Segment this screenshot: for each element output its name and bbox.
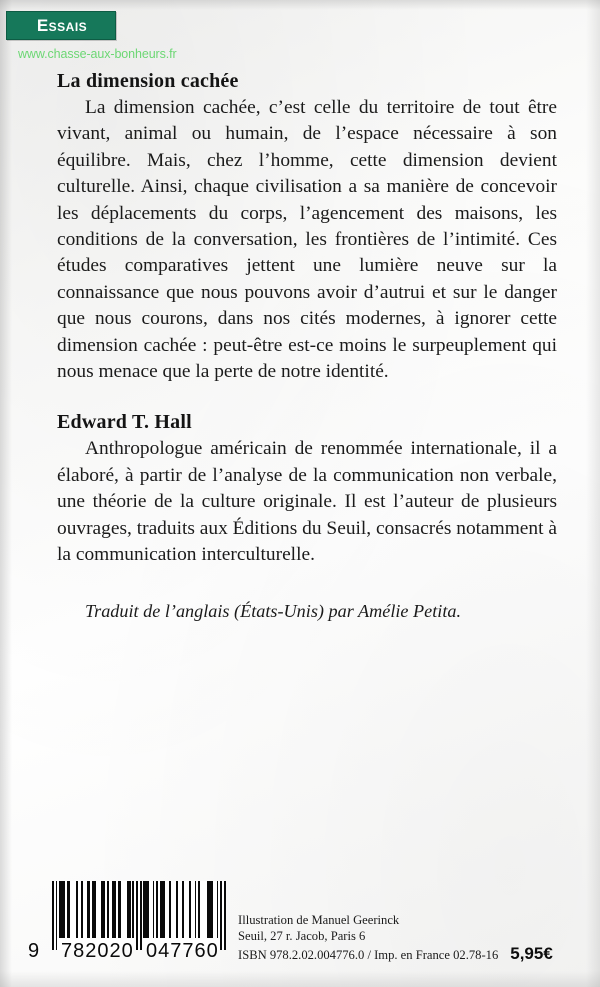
barcode-space [200, 881, 207, 938]
author-biography: Anthropologue américain de renommée internationale, il a élaboré, à partir de l’analyse de la communication non verbale, une théorie de la culture originale. Il est l’auteur de plusieurs ouvrages, traduits aux Éditions du Seuil, consacrés notamment à la communication interculturelle. [57, 438, 557, 566]
collection-banner [6, 11, 116, 40]
paper-edge-shading-bottom [0, 971, 600, 987]
ean13-barcode [28, 881, 228, 971]
blurb-section [57, 70, 557, 623]
isbn-text: ISBN 978.2.02.004776.0 / Imp. en France 02.78-16 [238, 948, 499, 962]
barcode-left-group: 782020 [61, 940, 134, 962]
publisher-address: Seuil, 27 r. Jacob, Paris 6 [238, 928, 366, 943]
illustration-credit: Illustration de Manuel Geerinck [238, 913, 400, 927]
book-description: La dimension cachée, c’est celle du territoire de tout être vivant, animal ou humain, de l’espace nécessaire à son équilibre. Mais, chez l’homme, cette dimension devient culturelle. Ainsi, chaque civilisation a sa manière de concevoir les déplacements du corps, l’agencement des maisons, les conditions de la conversation, les frontières de l’intimité. Ces études comparatives jettent une lumière neuve sur la connaissance que nous pouvons avoir d’autrui et sur le danger que nous courons, dans nos cités modernes, à ignorer cette dimension cachée : peut-être est-ce moins le surpeuplement qui nous menace que la perte de notre identité. [57, 97, 557, 383]
isbn-row [238, 944, 588, 964]
publisher-info [238, 913, 588, 964]
book-title: La dimension cachée [57, 70, 239, 92]
barcode-digits [28, 938, 228, 962]
paper-edge-shading-right [586, 0, 600, 987]
price-label: 5,95€ [510, 944, 553, 963]
barcode-right-group: 047760 [146, 940, 219, 962]
barcode-lead-digit: 9 [28, 940, 41, 962]
collection-label: Essais [36, 16, 88, 35]
watermark-url: www.chasse-aux-bonheurs.fr [18, 47, 177, 61]
paper-edge-shading-left [0, 0, 12, 987]
paper-edge-shading-top [0, 0, 600, 10]
translation-note: Traduit de l’anglais (États-Unis) par Amélie Petita. [85, 600, 462, 621]
author-name: Edward T. Hall [57, 411, 192, 434]
